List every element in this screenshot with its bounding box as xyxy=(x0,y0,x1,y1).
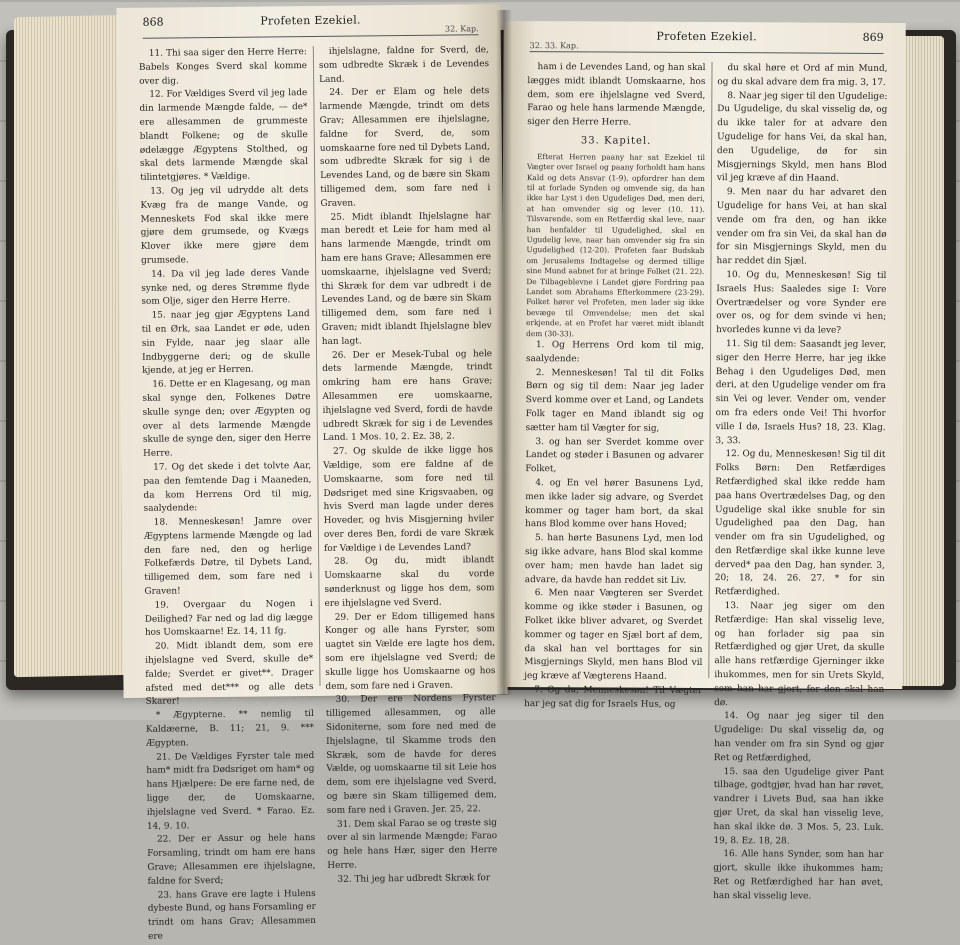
verse-paragraph: 23. hans Grave ere lagte i Hulens dybeste Bund, og hans Forsamling er trindt om hans Grav; Allesammen ere xyxy=(147,888,317,942)
verse-paragraph: 25. Midt iblandt Ihjelslagne har man beredt et Leie for ham med al hans larmende Mængde, trindt om ham ere hans Grave; Allesammen ere uomskaarne, ihjelslagne ved Sverd; thi Skræk for dem var udbredt i de Levendes Land, og de bære sin Skam tilligemed dem, som fare ned i Graven; midt iblandt Ihjelslagne blev han lagt. xyxy=(320,210,492,347)
verse-paragraph: 16. Dette er en Klagesang, og man skal synge den, Folkenes Døtre skulle synge den; over Ægypten og over al dets larmende Mængde skulle de synge den, siger den Herre Herre. xyxy=(142,378,311,459)
verse-paragraph: ham i de Levendes Land, og han skal lægges midt iblandt Uomskaarne, hos dem, som ere ihjelslagne ved Sverd, Farao og hele hans larmende Mængde, siger den Herre Herre. xyxy=(527,62,706,128)
verse-paragraph: 14. Da vil jeg lade deres Vande synke ned, og deres Strømme flyde som Olje, siger den Herre Herre. xyxy=(141,267,310,308)
chapter-summary: Efterat Herren paany har sat Ezekiel til Vægter over Israel og paany forholdt ham hans Kald og dets Ansvar (1-9), opfordrer han dem til at forlade Synden og omvende sig, da han ikke har Lyst i den Ugudeliges Død, men deri, at han omvender sig og lever (10. 11). Tilsvarende, som en Retfærdig skal leve, naar han henfalder til Ugudelighed, skal en Ugudelig leve, naar han omvender sig fra sin Ugudelighed (12-20). Profeten faar Budskab om Jerusalems Indtagelse og dermed tillige sine Mund aabnet for at bringe Folket (21. 22). De Tilbageblevne i Landet gjøre Fordring paa Landet som Abrahams Efterkommere (23-29). Folket hører vel Profeten, men lader sig ikke bevæge til Omvendelse; men det skal erkjende, at en Profet har været midt iblandt dem (30-33). xyxy=(526,151,706,339)
verse-paragraph: 24. Der er Elam og hele dets larmende Mængde, trindt om dets Grav; Allesammen ere ihjelslagne, faldne for Sverd, de, som uomskaarne fore ned til Dybets Land, som udbredte Skræk for sig i de Levendes Land, og de bære sin Skam tilligemed dem, som fare ned i Graven. xyxy=(319,86,491,209)
verse-paragraph: 13. Naar jeg siger om den Retfærdige: Han skal visselig leve, og han forlader sig paa sin Retfærdighed og gjør Uret, da skulle alle hans retfærdige Gjerninger ikke ihukommes, men for sin Urets Skyld, som han har gjort, for den skal han dø. xyxy=(714,601,885,708)
verse-paragraph: 22. Der er Assur og hele hans Forsamling, trindt om ham ere hans Grave; Allesammen ere ihjelslagne, faldne for Sverd; xyxy=(147,833,316,887)
verse-paragraph: 30. Der ere Nordens Fyrster tilligemed allesammen, og alle Sidoniterne, som fore ned med de Ihjelslagne, til Skamme trods den Skræk, som de havde for deres Vælde, og uomskaarne til sit Leie hos dem, som ere ihjelslagne ved Sverd, og bære sin Skam tilligemed dem, som fare ned i Graven. Jer. 25, 22. xyxy=(325,693,497,816)
verse-paragraph: 26. Der er Mesek-Tubal og hele dets larmende Mængde, trindt omkring ham ere hans Grave; Allesammen ere uomskaarne, ihjelslagne ved Sverd, fordi de havde udbredt Skræk for sig i de Levendes Land. 1 Mos. 10, 2. Ez. 38, 2. xyxy=(322,348,493,444)
verse-paragraph: 3. og han ser Sverdet komme over Landet og støder i Basunen og advarer Folket, xyxy=(525,436,704,475)
right-page-header xyxy=(530,29,884,51)
verse-paragraph: 8. Naar jeg siger til den Ugudelige: Du Ugudelige, du skal visselig dø, og du ikke taler for at advare den Ugudelige for hans Vei, da skal han, den Ugudelige, dø for sin Misgjernings Skyld, men hans Blod vil jeg kræve af din Haand. xyxy=(716,90,888,185)
verse-paragraph: 17. Og det skede i det tolvte Aar, paa den femtende Dag i Maaneden, da kom Herrens Ord til mig, saalydende: xyxy=(143,460,312,515)
right-column-1-verses xyxy=(524,339,704,712)
left-page-number: 868 xyxy=(142,15,164,29)
left-chapter-mark: 32. Kap. xyxy=(444,24,479,34)
verse-paragraph: 5. han hørte Basunens Lyd, men lod sig ikke advare, hans Blod skal komme over ham; men havde han ladet sig advare, da havde han reddet sit Liv. xyxy=(524,533,704,586)
right-page xyxy=(500,21,905,902)
verse-paragraph: ihjelslagne, faldne for Sverd, de, som udbredte Skræk i de Levendes Land. xyxy=(318,45,490,85)
verse-paragraph: 20. Midt iblandt dem, som ere ihjelslagne ved Sverd, skulle de* falde; Sverdet er givet**. Drager afsted med det*** og alle dets Skarer! xyxy=(145,640,314,708)
verse-paragraph: 2. Menneskesøn! Tal til dit Folks Børn og sig til dem: Naar jeg lader Sverd komme over et Land, og Landets Folk tager en Mand iblandt sig og sætter ham til Vægter for sig, xyxy=(525,367,704,434)
page-edges-left xyxy=(14,15,134,678)
right-column-divider xyxy=(708,62,712,678)
verse-paragraph: 12. For Vældiges Sverd vil jeg lade din larmende Mængde falde, — de* ere allesammen de grummeste blandt Folkene; og de skulle ødelægge Ægyptens Stolthed, og skal dets larmende Mængde skal tilintetgjøres. * Vældige. xyxy=(139,88,309,183)
verse-paragraph: 28. Og du, midt iblandt Uomskaarne skal du vorde sønderknust og ligge hos dem, som ere ihjelslagne ved Sverd. xyxy=(324,555,495,609)
verse-paragraph: 1. Og Herrens Ord kom til mig, saalydende: xyxy=(525,340,705,365)
verse-paragraph: 14. Og naar jeg siger til den Ugudelige: Du skal visselig dø, og han vender om fra sin Synd og gjør Ret og Retfærdighed, xyxy=(713,711,885,764)
verse-paragraph: 11. Sig til dem: Saasandt jeg lever, siger den Herre Herre, har jeg ikke Behag i den Ugudeliges Død, men deri, at den Ugudelige vender om fra sin Vei og lever. Vender om, vender om fra eders onde Vei! Thi hvorfor ville I dø, Israels Hus? 18, 23. Klag. 3, 33. xyxy=(715,339,887,446)
left-running-head: Profeten Ezekiel. xyxy=(260,13,361,28)
verse-paragraph: 29. Der er Edom tilligemed hans Konger og alle hans Fyrster, som uagtet sin Vælde ere lagte hos dem, som ere ihjelslagne ved Sverd; de skulle ligge hos Uomskaarne og hos dem, som fare ned i Graven. xyxy=(324,610,496,692)
right-header-rule xyxy=(530,51,884,54)
verse-paragraph: 7. Og du, Menneskesøn! Til Vægter har jeg sat dig for Israels Hus, og xyxy=(524,685,703,710)
verse-paragraph: 18. Menneskesøn! Jamre over Ægyptens larmende Mængde og lad den fare ned, den og herlige Folkefærds Døtre, til Dybets Land, tilligemed dem, som fare ned i Graven! xyxy=(143,516,313,597)
verse-paragraph: 15. saa den Ugudelige giver Pant tilbage, godtgjør, hvad han har røvet, vandrer i Livets Bud, saa han ikke gjør Uret, da skal han visselig leve, han skal ikke dø. 3 Mos. 5, 23. Luk. 19, 8. Ez. 18, 28. xyxy=(713,766,884,847)
verse-paragraph: 9. Men naar du har advaret den Ugudelige for hans Vei, at han skal vende om fra den, og han ikke vender om fra sin Vei, da skal han dø for sin Misgjernings Skyld, men du har reddet din Sjæl. xyxy=(716,187,887,267)
book-gutter-shadow xyxy=(496,10,512,695)
verse-paragraph: 12. Og du, Menneskesøn! Sig til dit Folks Børn: Den Retfærdiges Retfærdighed skal ikke redde ham paa hans Overtrædelses Dag, og den Ugudelige skal ikke snuble for sin Ugudelighed paa den Dag, han vender om fra sin Ugudelighed, og den Retfærdige skal ikke kunne leve derved* paa den Dag, han synder. 3, 20; 18, 24. 26. 27. * for sin Retfærdighed. xyxy=(714,449,886,598)
right-running-head: Profeten Ezekiel. xyxy=(656,29,757,44)
verse-paragraph: * Ægypterne. ** nemlig til Kaldæerne, B. 11; 21, 9. *** Ægypten. xyxy=(145,709,315,749)
right-page-number: 869 xyxy=(862,30,884,44)
verse-paragraph: 21. De Vældiges Fyrster tale med ham* midt fra Dødsriget om ham* og hans Hjælpere: De ere farne ned, de ligge der, de Uomskaarne, ihjelslagne ved Sverd. * Farao. Ez. 14, 9. 10. xyxy=(146,750,315,832)
verse-paragraph: 6. Men naar Vægteren ser Sverdet komme og ikke støder i Basunen, og Folket ikke bliver advaret, og Sverdet kommer og tager en Sjæl bort af dem, da skal han vel borttages for sin Misgjernings Skyld, men hans Blod vil jeg kræve af Vægterens Haand. xyxy=(524,588,703,683)
verse-paragraph: 19. Overgaar du Nogen i Deilighed? Far ned og lad dig lægge hos Uomskaarne! Ez. 14, 11 fg. xyxy=(144,598,313,639)
verse-paragraph: 31. Dem skal Farao se og trøste sig over al sin larmende Mængde; Farao og hele hans Hær, siger den Herre Herre. xyxy=(327,817,498,871)
verse-paragraph: 15. naar jeg gjør Ægyptens Land til en Ørk, saa Landet er øde, uden sin Fylde, naar jeg slaar alle Indbyggerne deri; og de skulle kjende, at jeg er Herren. xyxy=(141,309,311,377)
verse-paragraph: 32. Thi jeg har udbredt Skræk for xyxy=(337,872,491,885)
verse-paragraph: du skal høre et Ord af min Mund, og du skal advare dem fra mig. 3, 17. xyxy=(717,63,888,88)
right-chapter-mark: 32. 33. Kap. xyxy=(529,41,579,51)
verse-paragraph: 13. Og jeg vil udrydde alt dets Kvæg fra de mange Vande, og Menneskets Fod skal ikke mere gjøre dem grumsede, og Kvægs Klover ikke mere gjøre dem grumsede. xyxy=(140,184,309,266)
chapter-title: 33. Kapitel. xyxy=(580,135,652,147)
left-column-1 xyxy=(138,46,317,942)
right-column-1-top xyxy=(527,61,705,131)
verse-paragraph: 27. Og skulde de ikke ligge hos Vældige, som ere faldne af de Uomskaarne, som fore ned til Dødsriget med sine Krigsvaaben, og hvis Sverd man lagde under deres Hoveder, og hvis Misgjerning hviler over deres Ben, fordi de vare Skræk for Vældige i de Levendes Land? xyxy=(323,445,494,554)
right-column-1 xyxy=(524,61,706,710)
verse-paragraph: 11. Thi saa siger den Herre Herre: Babels Konges Sverd skal komme over dig. xyxy=(138,47,308,87)
verse-paragraph: 16. Alle hans Synder, som han har gjort, skulle ikke ihukommes ham; Ret og Retfærdighed har han øvet, han skal visselig leve. xyxy=(713,849,884,902)
left-page-header xyxy=(142,12,478,36)
left-column-2 xyxy=(318,44,498,885)
right-column-2 xyxy=(713,62,888,902)
verse-paragraph: 10. Og du, Menneskesøn! Sig til Israels Hus: Saaledes sige I: Vore Overtrædelser og vore Synder ere over os, og for dem svinde vi hen; hvorledes kunne vi da leve? xyxy=(716,270,887,336)
left-page xyxy=(116,4,507,942)
verse-paragraph: 4. og En vel hører Basunens Lyd, men ikke lader sig advare, og Sverdet kommer og tager ham bort, da skal hans Blod komme over hans Hoved; xyxy=(525,478,704,531)
